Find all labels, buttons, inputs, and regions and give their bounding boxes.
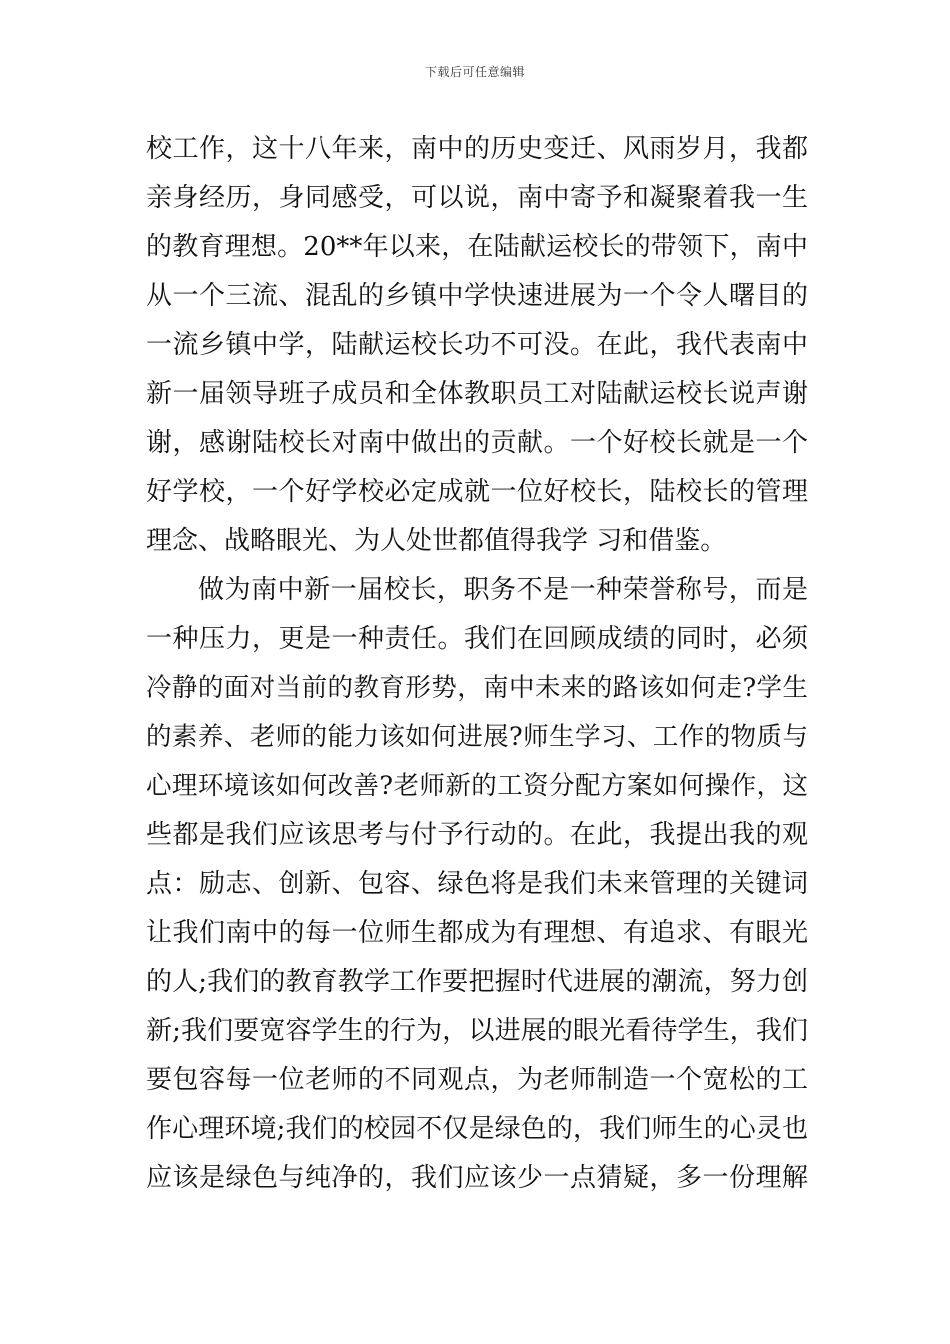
text-line: 一流乡镇中学，陆献运校长功不可没。在此，我代表南中 (146, 330, 808, 360)
document-body (146, 125, 808, 1203)
text-line: 些都是我们应该思考与付予行动的。在此，我提出我的观 (146, 820, 808, 850)
text-line: 校工作，这十八年来，南中的历史变迁、风雨岁月，我都 (146, 134, 808, 164)
text-line: 冷静的面对当前的教育形势，南中未来的路该如何走?学生 (146, 673, 808, 703)
text-line: 新;我们要宽容学生的行为，以进展的眼光看待学生，我们 (146, 1016, 808, 1046)
text-line: 作心理环境;我们的校园不仅是绿色的，我们师生的心灵也 (146, 1114, 808, 1144)
text-line: 从一个三流、混乱的乡镇中学快速进展为一个令人曙目的 (146, 281, 808, 311)
text-line: 一种压力，更是一种责任。我们在回顾成绩的同时，必须 (146, 624, 808, 654)
text-line: 让我们南中的每一位师生都成为有理想、有追求、有眼光 (146, 918, 808, 948)
text-line: 点：励志、创新、包容、绿色将是我们未来管理的关键词 (146, 869, 808, 899)
text-line: 的人;我们的教育教学工作要把握时代进展的潮流，努力创 (146, 967, 808, 997)
paragraph-1 (146, 125, 808, 566)
text-line: 新一届领导班子成员和全体教职员工对陆献运校长说声谢 (146, 379, 808, 409)
text-line: 好学校，一个好学校必定成就一位好校长，陆校长的管理 (146, 477, 808, 507)
text-line: 心理环境该如何改善?老师新的工资分配方案如何操作，这 (146, 771, 808, 801)
page-header: 下载后可任意编辑 (424, 65, 525, 79)
text-line: 做为南中新一届校长，职务不是一种荣誉称号，而是 (198, 575, 808, 605)
text-line: 应该是绿色与纯净的，我们应该少一点猜疑，多一份理解 (146, 1163, 808, 1193)
text-line: 亲身经历，身同感受，可以说，南中寄予和凝聚着我一生 (146, 183, 808, 213)
paragraph-2 (146, 566, 808, 1203)
text-line: 的素养、老师的能力该如何进展?师生学习、工作的物质与 (146, 722, 808, 752)
text-line: 谢，感谢陆校长对南中做出的贡献。一个好校长就是一个 (146, 428, 808, 458)
text-line: 理念、战略眼光、为人处世都值得我学 习和借鉴。 (146, 526, 727, 556)
text-line: 要包容每一位老师的不同观点，为老师制造一个宽松的工 (146, 1065, 808, 1095)
text-line: 的教育理想。20**年以来，在陆献运校长的带领下，南中 (146, 232, 808, 262)
